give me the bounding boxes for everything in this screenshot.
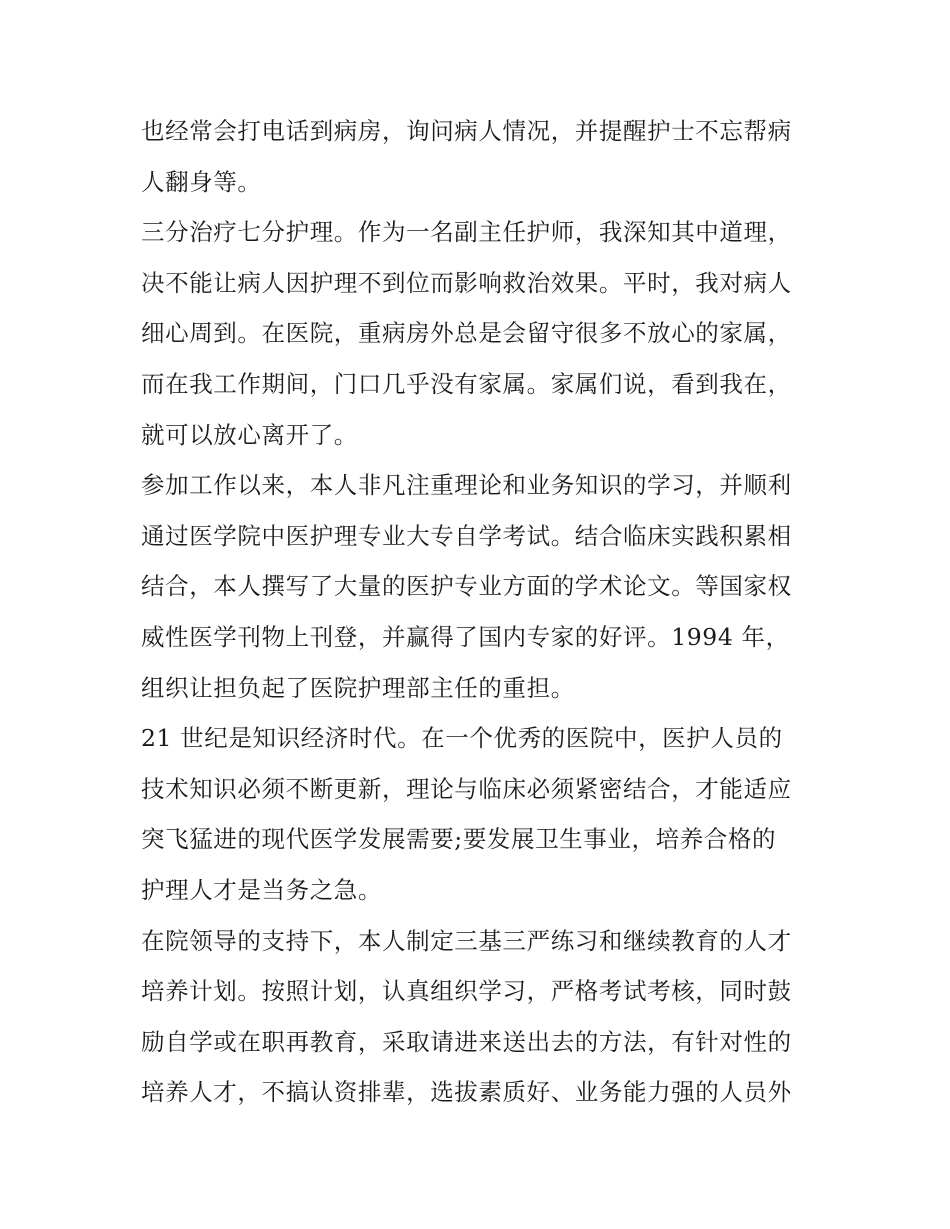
text-line: 而在我工作期间，门口几乎没有家属。家属们说，看到我在， <box>141 369 792 398</box>
text-line: 人翻身等。 <box>141 167 262 196</box>
text-line: 组织让担负起了医院护理部主任的重担。 <box>141 673 575 702</box>
text-line: 参加工作以来，本人非凡注重理论和业务知识的学习，并顺利 <box>141 471 792 500</box>
text-line: 细心周到。在医院，重病房外总是会留守很多不放心的家属， <box>141 319 792 348</box>
text-line: 培养计划。按照计划，认真组织学习，严格考试考核，同时鼓 <box>141 977 792 1006</box>
document-body <box>141 106 831 1118</box>
text-line: 结合，本人撰写了大量的医护专业方面的学术论文。等国家权 <box>141 572 792 601</box>
text-line: 决不能让病人因护理不到位而影响救治效果。平时，我对病人 <box>141 268 792 297</box>
text-line: 培养人才，不搞认资排辈，选拔素质好、业务能力强的人员外 <box>141 1078 792 1107</box>
text-line: 威性医学刊物上刊登，并赢得了国内专家的好评。1994 年， <box>141 622 790 651</box>
text-line: 护理人才是当务之急。 <box>141 875 382 904</box>
text-line: 21 世纪是知识经济时代。在一个优秀的医院中，医护人员的 <box>141 724 783 753</box>
text-line: 三分治疗七分护理。作为一名副主任护师，我深知其中道理， <box>141 218 792 247</box>
text-line: 技术知识必须不断更新，理论与临床必须紧密结合，才能适应 <box>141 774 792 803</box>
text-line: 通过医学院中医护理专业大专自学考试。结合临床实践积累相 <box>141 521 792 550</box>
text-line: 也经常会打电话到病房，询问病人情况，并提醒护士不忘帮病 <box>141 117 792 145</box>
text-line: 突飞猛进的现代医学发展需要;要发展卫生事业，培养合格的 <box>141 825 777 854</box>
text-line: 励自学或在职再教育，采取请进来送出去的方法，有针对性的 <box>141 1027 792 1056</box>
text-line: 在院领导的支持下，本人制定三基三严练习和继续教育的人才 <box>141 926 792 955</box>
text-line: 就可以放心离开了。 <box>141 420 358 449</box>
